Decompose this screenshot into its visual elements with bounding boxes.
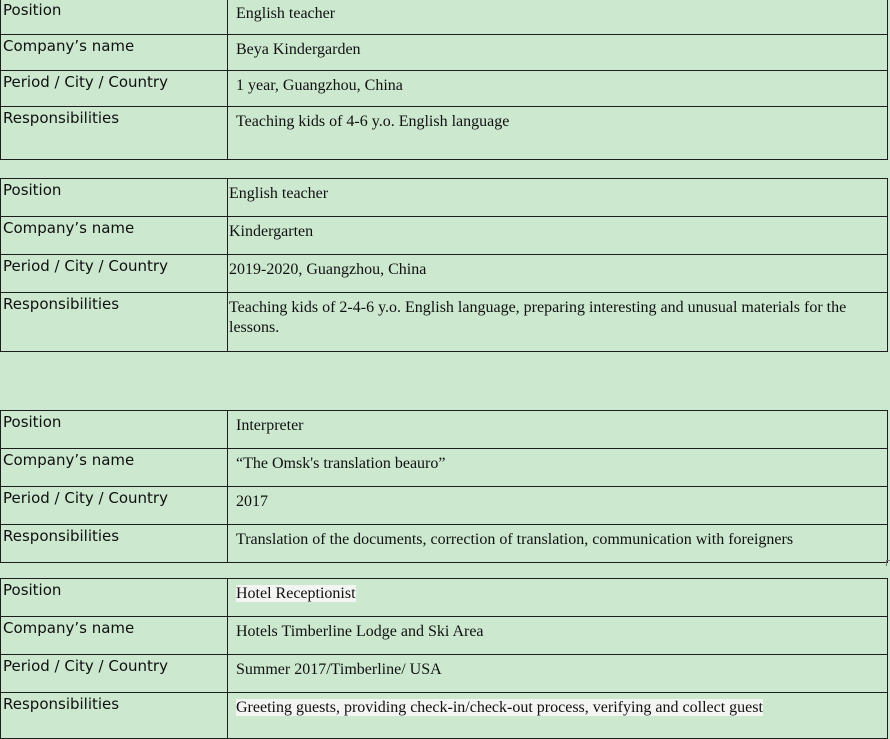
table-row <box>1 693 888 739</box>
table-row <box>1 293 888 352</box>
period-label: Period / City / Country <box>1 655 228 693</box>
period-label: Period / City / Country <box>1 71 228 107</box>
highlighted-text: Greeting guests, providing check-in/check-out process, verifying and collect guest <box>236 699 763 716</box>
table-row <box>1 35 888 71</box>
responsibilities-value: Translation of the documents, correction of translation, communication with foreigners <box>228 525 888 563</box>
responsibilities-label: Responsibilities <box>1 293 228 352</box>
position-value: Interpreter <box>228 411 888 449</box>
position-value: English teacher <box>228 179 888 217</box>
table-row <box>1 107 888 160</box>
position-label: Position <box>1 179 228 217</box>
responsibilities-value: Teaching kids of 2-4-6 y.o. English language, preparing interesting and unusual materials for the lessons. <box>228 293 888 352</box>
company-label: Company’s name <box>1 35 228 71</box>
period-label: Period / City / Country <box>1 255 228 293</box>
position-label: Position <box>1 411 228 449</box>
table-row <box>1 217 888 255</box>
table-row <box>1 179 888 217</box>
position-value: English teacher <box>228 0 888 35</box>
table-row <box>1 617 888 655</box>
job-table-4 <box>0 578 888 739</box>
table-end-marker <box>886 560 890 566</box>
responsibilities-label: Responsibilities <box>1 107 228 160</box>
position-label: Position <box>1 579 228 617</box>
responsibilities-label: Responsibilities <box>1 693 228 739</box>
table-row <box>1 487 888 525</box>
table-row <box>1 255 888 293</box>
responsibilities-label: Responsibilities <box>1 525 228 563</box>
period-value: 2017 <box>228 487 888 525</box>
company-value: Beya Kindergarden <box>228 35 888 71</box>
job-table-2 <box>0 178 888 352</box>
table-row <box>1 655 888 693</box>
table-row <box>1 449 888 487</box>
table-row <box>1 0 888 35</box>
highlighted-text: Hotel Receptionist <box>236 585 356 602</box>
company-value: Kindergarten <box>228 217 888 255</box>
table-row <box>1 71 888 107</box>
company-label: Company’s name <box>1 449 228 487</box>
table-row <box>1 525 888 563</box>
period-value: 1 year, Guangzhou, China <box>228 71 888 107</box>
period-label: Period / City / Country <box>1 487 228 525</box>
period-value: 2019-2020, Guangzhou, China <box>228 255 888 293</box>
responsibilities-value: Teaching kids of 4-6 y.o. English language <box>228 107 888 160</box>
company-value: “The Omsk's translation beauro” <box>228 449 888 487</box>
position-label: Position <box>1 0 228 35</box>
table-row <box>1 411 888 449</box>
position-value <box>228 579 888 617</box>
company-value: Hotels Timberline Lodge and Ski Area <box>228 617 888 655</box>
table-row <box>1 579 888 617</box>
company-label: Company’s name <box>1 217 228 255</box>
job-table-1 <box>0 0 888 160</box>
period-value: Summer 2017/Timberline/ USA <box>228 655 888 693</box>
company-label: Company’s name <box>1 617 228 655</box>
job-table-3 <box>0 410 888 563</box>
responsibilities-value <box>228 693 888 739</box>
